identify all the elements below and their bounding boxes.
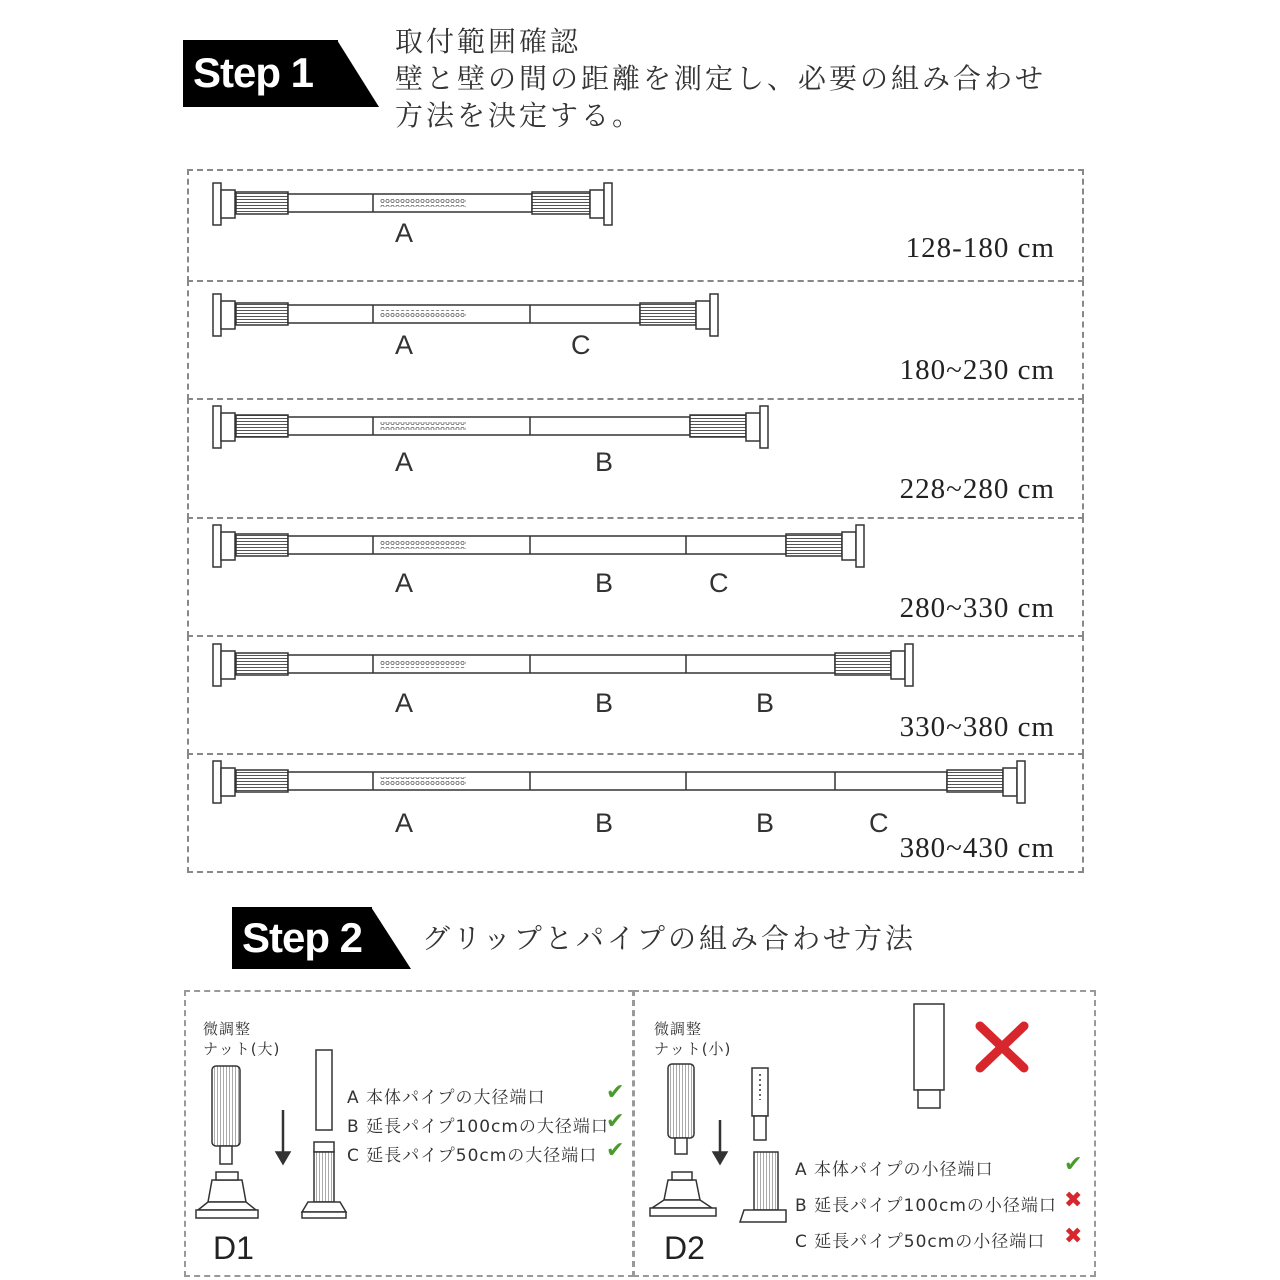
pole-row-3 xyxy=(213,406,768,448)
pole-row-6 xyxy=(213,761,1025,803)
d2-label: D2 xyxy=(664,1230,705,1266)
check-icon: ✔ xyxy=(606,1080,625,1105)
step1-description-line2: 方法を決定する。 xyxy=(395,99,644,132)
row4-segment-1: A xyxy=(395,568,414,598)
range-label-4: 280~330 cm xyxy=(899,592,1055,624)
step2-title: グリップとパイプの組み合わせ方法 xyxy=(422,922,917,955)
d2-caption-line1: 微調整 xyxy=(654,1020,703,1038)
d2-caption-line2: ナット(小) xyxy=(654,1040,732,1058)
step1-description-line1: 壁と壁の間の距離を測定し、必要の組み合わせ xyxy=(395,62,1047,95)
row4-segment-3: C xyxy=(709,568,729,598)
range-label-1: 128-180 cm xyxy=(905,232,1055,264)
cross-icon: ✖ xyxy=(1064,1188,1083,1213)
row2-segment-2: C xyxy=(571,330,591,360)
check-icon: ✔ xyxy=(1064,1152,1083,1177)
row3-segment-2: B xyxy=(595,447,614,477)
d1-item-c: C 延長パイプ50cmの大径端口 xyxy=(347,1146,598,1166)
row5-segment-1: A xyxy=(395,688,414,718)
pole-row-5 xyxy=(213,644,913,686)
d1-caption-line1: 微調整 xyxy=(203,1020,252,1038)
step2-badge-text: Step 2 xyxy=(242,914,363,961)
row6-segment-3: B xyxy=(756,808,775,838)
d2-item-b: B 延長パイプ100cmの小径端口 xyxy=(795,1196,1057,1216)
check-icon: ✔ xyxy=(606,1109,625,1134)
d1-label: D1 xyxy=(213,1230,254,1266)
step1-title: 取付範囲確認 xyxy=(395,25,582,58)
d1-item-b: B 延長パイプ100cmの大径端口 xyxy=(347,1117,609,1137)
row3-segment-1: A xyxy=(395,447,414,477)
d1-parts-illustration xyxy=(190,1040,360,1240)
d1-item-a: A 本体パイプの大径端口 xyxy=(347,1088,546,1108)
cross-icon: ✖ xyxy=(1064,1224,1083,1249)
check-icon: ✔ xyxy=(606,1138,625,1163)
row1-segment-1: A xyxy=(395,218,414,248)
row5-segment-3: B xyxy=(756,688,775,718)
step2-badge xyxy=(232,907,372,969)
row2-segment-1: A xyxy=(395,330,414,360)
row6-segment-1: A xyxy=(395,808,414,838)
pole-row-2 xyxy=(213,294,718,336)
step2-badge-arrow xyxy=(371,907,411,969)
pole-row-4 xyxy=(213,525,864,567)
d2-parts-illustration xyxy=(640,1040,790,1240)
range-label-5: 330~380 cm xyxy=(899,711,1055,743)
d2-item-a: A 本体パイプの小径端口 xyxy=(795,1160,994,1180)
range-label-3: 228~280 cm xyxy=(899,473,1055,505)
row4-segment-2: B xyxy=(595,568,614,598)
d1-caption-line2: ナット(大) xyxy=(203,1040,281,1058)
range-label-2: 180~230 cm xyxy=(899,354,1055,386)
row6-segment-2: B xyxy=(595,808,614,838)
cross-icon xyxy=(974,1020,1030,1074)
range-label-6: 380~430 cm xyxy=(899,832,1055,864)
d2-item-c: C 延長パイプ50cmの小径端口 xyxy=(795,1232,1046,1252)
row5-segment-2: B xyxy=(595,688,614,718)
step1-badge-text: Step 1 xyxy=(193,49,314,96)
row6-segment-4: C xyxy=(869,808,889,838)
